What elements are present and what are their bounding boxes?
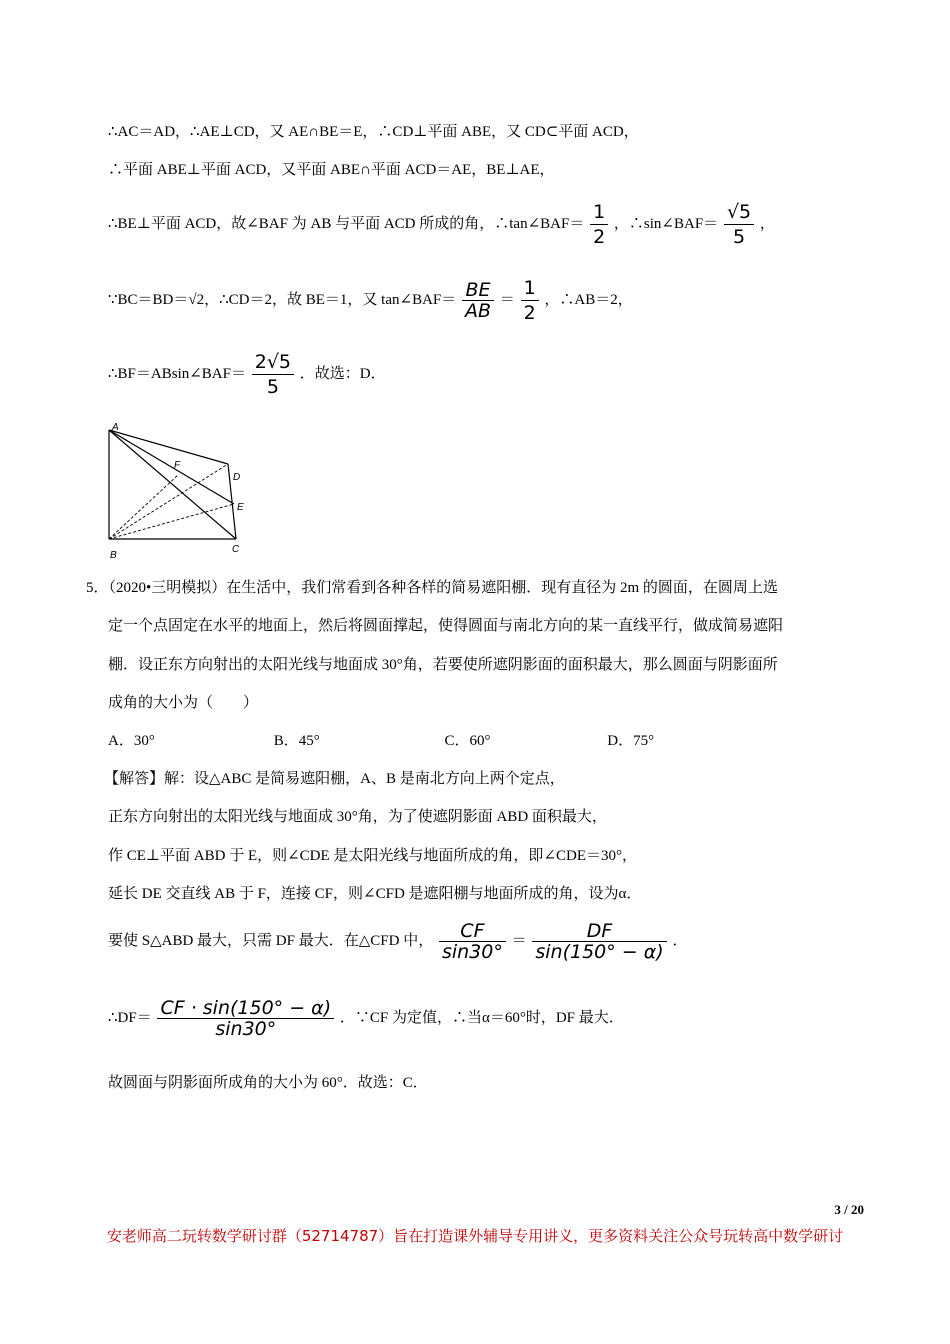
- answer-line-5-end: ．: [672, 932, 688, 949]
- problem5-stem-line-2: 定一个点固定在水平的地面上，然后将圆面撑起，使得圆面与南北方向的某一直线平行，做成简易遮阳: [108, 618, 784, 634]
- option-c: C．60°: [444, 733, 491, 749]
- edge-bd: [109, 464, 228, 539]
- footer-banner: 安老师高二玩转数学研讨群（52714787）旨在打造课外辅导专用讲义，更多资料关注公众号玩转高中数学研讨: [106, 1227, 844, 1245]
- fraction-denominator: sin30°: [441, 941, 503, 963]
- label-c: C: [232, 544, 240, 555]
- edge-ad: [109, 430, 228, 464]
- equals-sign: ＝: [511, 932, 527, 949]
- edge-ae: [109, 430, 234, 504]
- fraction-denominator: 5: [732, 226, 746, 248]
- fraction-numerator: DF: [532, 921, 666, 942]
- solution-line-5-end: ．故选：D．: [299, 365, 386, 382]
- geometry-figure: [100, 418, 260, 560]
- problem5-stem-line-1: 5．（2020•三明模拟）在生活中，我们常看到各种各样的简易遮阳棚．现有直径为 2m 的圆面，在圆周上选: [86, 580, 778, 596]
- solution-line-4-end: ，∴AB＝2，: [544, 291, 633, 308]
- fraction-tan-value: [590, 200, 608, 249]
- problem5-options: [108, 731, 654, 751]
- fraction-denominator: 5: [266, 376, 279, 398]
- page-number: 3 / 20: [834, 1202, 864, 1217]
- fraction-denominator: sin30°: [215, 1018, 277, 1040]
- solution-line-2: ∴平面 ABE⊥平面 ACD，又平面 ABE∩平面 ACD＝AE，BE⊥AE，: [108, 162, 555, 178]
- label-a: A: [112, 422, 119, 433]
- label-f: F: [174, 460, 181, 471]
- answer-line-5: [108, 921, 687, 962]
- answer-line-2: 正东方向射出的太阳光线与地面成 30°角，为了使遮阴影面 ABD 面积最大，: [108, 809, 607, 825]
- problem5-stem-line-3: 棚．设正东方向射出的太阳光线与地面成 30°角，若要使所遮阴影面的面积最大，那么圆面与阴影面所: [108, 657, 778, 673]
- solution-line-3-mid: ，∴sin∠BAF＝: [613, 215, 719, 232]
- option-b: B．45°: [273, 733, 320, 749]
- fraction-denominator: sin(150° − α): [535, 941, 664, 963]
- solution-line-4: [108, 276, 633, 325]
- option-a: A．30°: [108, 733, 155, 749]
- label-e: E: [237, 502, 244, 513]
- fraction-numerator: BE: [462, 280, 494, 301]
- answer-line-6: [108, 998, 624, 1039]
- answer-line-6-end: ．∵CF 为定值，∴当α＝60°时，DF 最大．: [339, 1009, 624, 1026]
- label-d: D: [233, 472, 241, 483]
- fraction-denominator: 2: [593, 226, 606, 248]
- answer-line-1: 【解答】解：设△ABC 是简易遮阳棚，A、B 是南北方向上两个定点，: [104, 771, 565, 787]
- solution-line-3: [108, 200, 775, 249]
- fraction-numerator: √5: [724, 200, 754, 225]
- label-b: B: [110, 550, 117, 560]
- fraction-df-expression: [157, 998, 334, 1039]
- answer-line-6-text: ∴DF＝: [108, 1009, 152, 1026]
- answer-line-7: 故圆面与阴影面所成角的大小为 60°．故选：C．: [108, 1075, 428, 1091]
- solution-line-5-text: ∴BF＝ABsin∠BAF＝: [108, 365, 246, 382]
- problem5-stem-line-4: 成角的大小为（ ）: [108, 695, 259, 711]
- answer-line-5-text: 要使 S△ABD 最大，只需 DF 最大．在△CFD 中，: [108, 932, 434, 949]
- fraction-half: [521, 276, 539, 325]
- fraction-cf-sin30: [439, 921, 506, 962]
- fraction-numerator: CF: [439, 921, 506, 942]
- fraction-denominator: AB: [465, 300, 492, 322]
- answer-line-3: 作 CE⊥平面 ABD 于 E，则∠CDE 是太阳光线与地面所成的角，即∠CDE＝30°，: [108, 848, 637, 864]
- fraction-df-sin: [532, 921, 666, 962]
- fraction-numerator: 1: [521, 276, 539, 301]
- solution-line-4-text: ∵BC＝BD＝√2，∴CD＝2，故 BE＝1，又 tan∠BAF＝: [108, 291, 457, 308]
- solution-line-1: ∴AC＝AD，∴AE⊥CD，又 AE∩BE＝E，∴CD⊥平面 ABE，又 CD⊂平面 ACD，: [108, 124, 639, 140]
- option-d: D．75°: [607, 733, 655, 749]
- solution-line-3-text: ∴BE⊥平面 ACD，故∠BAF 为 AB 与平面 ACD 所成的角，∴tan∠BAF＝: [108, 215, 585, 232]
- fraction-numerator: 2√5: [252, 350, 294, 375]
- fraction-denominator: 2: [523, 302, 536, 324]
- solution-line-3-end: ，: [759, 215, 775, 232]
- fraction-sin-value: [724, 200, 754, 249]
- solution-line-5: [108, 350, 386, 399]
- edge-ac: [109, 430, 236, 539]
- fraction-numerator: CF · sin(150° − α): [157, 998, 334, 1019]
- fraction-be-ab: [462, 280, 494, 321]
- fraction-bf-value: [252, 350, 294, 399]
- answer-line-4: 延长 DE 交直线 AB 于 F，连接 CF，则∠CFD 是遮阳棚与地面所成的角，设为α．: [108, 886, 642, 902]
- fraction-numerator: 1: [590, 200, 608, 225]
- equals-sign: ＝: [499, 291, 515, 308]
